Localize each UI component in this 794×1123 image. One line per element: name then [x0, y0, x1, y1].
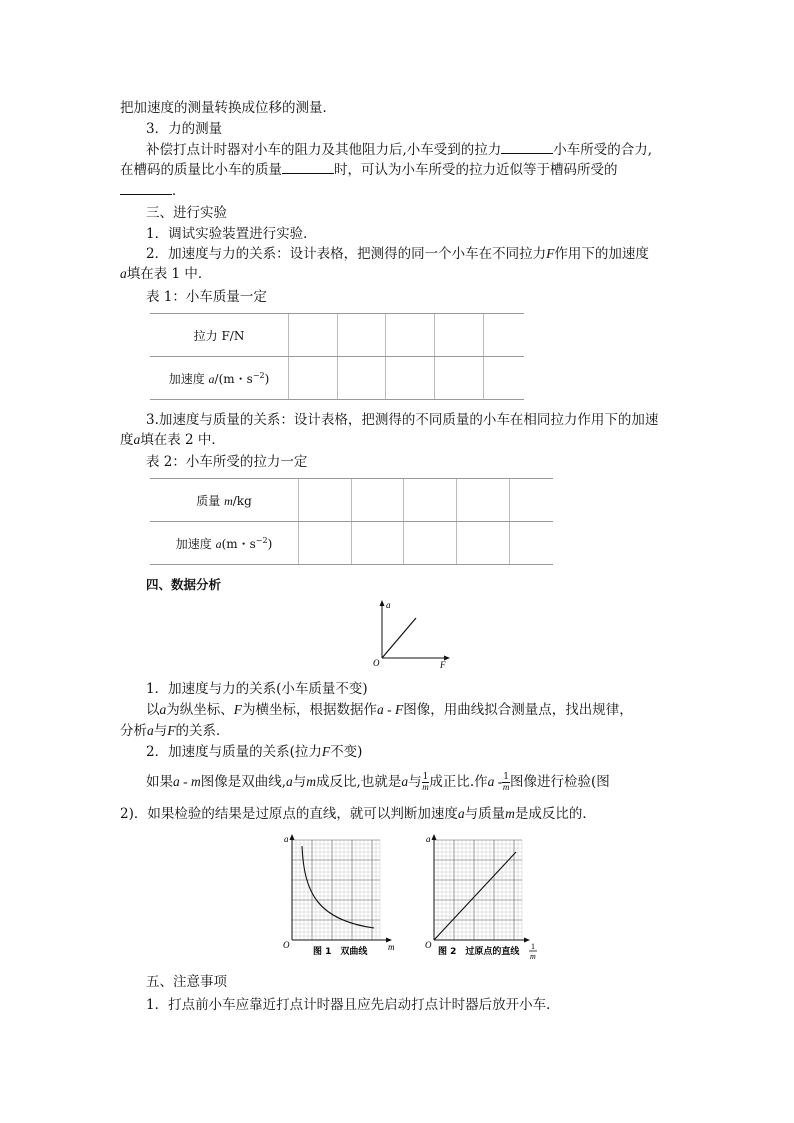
fraction-denominator: m — [422, 782, 429, 792]
text-span: 与 — [292, 774, 307, 790]
cell-text: 质量 — [196, 493, 221, 508]
cell-text: ) — [264, 371, 270, 386]
table-cell — [483, 357, 524, 400]
table-cell — [386, 357, 435, 400]
y-axis-arrow — [432, 834, 437, 840]
text-span: 的关系． — [175, 723, 230, 739]
table-cell — [299, 522, 352, 565]
text-line: 3.加速度与质量的关系：设计表格，把测得的不同质量的小车在相同拉力作用下的加速 — [146, 412, 659, 428]
symbol: F — [233, 702, 242, 717]
text-span: 在槽码的质量比小车的质量 — [120, 162, 282, 178]
y-axis-arrow — [380, 600, 385, 606]
table-1-title: 表 1：小车质量一定 — [146, 289, 267, 305]
text-line: 1．打点前小车应靠近打点计时器且应先启动打点计时器后放开小车． — [146, 997, 560, 1013]
table-cell-label — [150, 314, 289, 357]
superscript: −2 — [255, 535, 268, 545]
text-span: 为纵坐标、 — [166, 702, 234, 718]
table-cell-label — [150, 357, 289, 400]
table-2-title: 表 2：小车所受的拉力一定 — [146, 454, 308, 470]
figure-1-hyperbola — [282, 832, 400, 962]
table-cell — [404, 522, 457, 565]
y-axis-label: a — [426, 834, 431, 844]
text-line-5 — [120, 180, 186, 201]
text-span: 不变) — [330, 744, 363, 760]
table-cell — [337, 314, 386, 357]
table-cell — [435, 314, 484, 357]
cell-text: /kg — [232, 493, 252, 508]
symbol: a — [159, 702, 167, 717]
table-cell — [299, 479, 352, 522]
text-line — [120, 264, 211, 284]
proportional-line — [382, 618, 416, 658]
text-span: 为横坐标，根据数据作 — [242, 702, 377, 718]
table-row — [150, 522, 553, 565]
table-cell — [289, 357, 338, 400]
x-axis-label-numerator: 1 — [531, 942, 535, 951]
text-span: 2)．如果检验的结果是过原点的直线，就可以判断加速度 — [120, 806, 458, 822]
answer-blank — [282, 159, 334, 174]
text-span: 以 — [146, 702, 160, 718]
text-span: 时，可认为小车所受的拉力近似等于槽码所受的 — [334, 162, 618, 178]
grid — [434, 840, 522, 940]
symbol: a — [147, 723, 154, 738]
table-cell — [289, 314, 338, 357]
figure-2-line — [424, 832, 548, 962]
section-heading-4: 四、数据分析 — [146, 577, 222, 592]
text-span: 成反比,也就是 — [316, 774, 402, 790]
figure-2-caption: 图 2 过原点的直线 — [438, 947, 520, 957]
text-span: 是成反比的． — [514, 806, 596, 822]
answer-blank — [120, 180, 172, 195]
cell-text: F/N — [221, 328, 245, 343]
text-line — [146, 742, 362, 762]
table-cell — [483, 314, 524, 357]
text-line — [146, 772, 610, 792]
text-line — [146, 244, 649, 264]
text-line-2: 3．力的测量 — [146, 121, 223, 137]
table-cell — [404, 479, 457, 522]
text-span: 2．加速度与力的关系：设计表格，把测得的同一个小车在不同拉力 — [146, 246, 547, 262]
cell-text: /(m・s — [214, 371, 253, 386]
section-heading-5: 五、注意事项 — [146, 974, 227, 990]
symbol: F — [546, 246, 555, 261]
symbol: a — [401, 774, 409, 789]
table-cell — [509, 479, 553, 522]
text-span: 填在表 1 中． — [126, 266, 212, 282]
text-span: 分析 — [120, 723, 147, 739]
symbol: a — [286, 774, 293, 789]
symbol: a - F — [377, 702, 404, 717]
a-F-graph — [370, 598, 460, 670]
table-cell — [386, 314, 435, 357]
text-span: 图像，用曲线拟合测量点，找出规律， — [403, 702, 633, 718]
origin-label: O — [425, 940, 432, 950]
symbol: a — [133, 432, 141, 447]
table-row — [150, 357, 524, 400]
cell-text: 加速度 — [168, 371, 205, 386]
table-row — [150, 479, 553, 522]
symbol: F — [167, 723, 176, 738]
table-cell — [351, 479, 404, 522]
cell-text: ) — [267, 536, 273, 551]
y-axis-label: a — [386, 600, 391, 610]
text-span: 2．加速度与质量的关系(拉力 — [146, 744, 322, 760]
x-axis-label: m — [388, 942, 395, 952]
text-span: 如果 — [146, 774, 173, 790]
y-axis-arrow — [290, 834, 295, 840]
cell-text: 加速度 — [175, 536, 212, 551]
table-cell — [435, 357, 484, 400]
text-span: 补偿打点计时器对小车的阻力及其他阻力后,小车受到的拉力 — [146, 142, 502, 158]
x-axis-label: F — [440, 660, 446, 670]
text-line: 1．加速度与力的关系(小车质量不变) — [146, 681, 368, 697]
text-span: 与 — [153, 723, 168, 739]
text-span: 作用下的加速度 — [554, 246, 649, 262]
cell-text: (m・s — [221, 536, 256, 551]
text-span: ． — [172, 183, 186, 199]
text-line — [120, 721, 230, 741]
hyperbola-curve — [302, 846, 374, 928]
grid — [292, 840, 380, 940]
symbol: a — [457, 806, 465, 821]
table-cell — [456, 479, 509, 522]
text-line — [120, 430, 225, 450]
text-span: 填在表 2 中． — [140, 432, 225, 448]
table-cell-label — [150, 479, 299, 522]
symbol: m — [224, 493, 233, 508]
text-line — [120, 804, 596, 824]
table-cell — [337, 357, 386, 400]
table-cell — [509, 522, 553, 565]
symbol: a — [215, 536, 222, 551]
symbol: a — [120, 266, 127, 281]
cell-text: 拉力 — [193, 328, 218, 343]
y-axis-label: a — [284, 834, 289, 844]
text-line-1: 把加速度的测量转换成位移的测量． — [120, 100, 336, 116]
text-line — [146, 700, 633, 720]
table-2 — [150, 478, 553, 565]
symbol: a - m — [173, 774, 201, 789]
text-span: 度 — [120, 432, 134, 448]
text-span: 成正比.作 — [429, 774, 488, 790]
text-line-3 — [146, 139, 652, 160]
symbol: F — [321, 744, 331, 759]
superscript: −2 — [252, 370, 265, 380]
origin-label: O — [283, 940, 290, 950]
fraction-numerator: 1 — [422, 772, 429, 782]
symbol: a - — [487, 774, 503, 789]
text-line-4 — [120, 159, 618, 180]
answer-blank — [501, 139, 553, 154]
text-span: 图像进行检验(图 — [509, 774, 610, 790]
text-span: 与 — [408, 774, 422, 790]
table-cell — [456, 522, 509, 565]
fraction-numerator: 1 — [503, 772, 509, 782]
origin-label: O — [373, 658, 380, 668]
text-span: 图像是双曲线, — [200, 774, 287, 790]
table-cell-label — [150, 522, 299, 565]
table-1 — [150, 313, 524, 400]
figure-1-caption: 图 1 双曲线 — [313, 947, 368, 957]
table-row — [150, 314, 524, 357]
x-axis-arrow — [524, 938, 530, 943]
text-line: 1．调试实验装置进行实验． — [146, 226, 317, 242]
text-span: 小车所受的合力, — [553, 142, 653, 158]
table-cell — [351, 522, 404, 565]
fraction-denominator: m — [502, 782, 510, 792]
symbol: a — [208, 371, 215, 386]
section-heading-3: 三、进行实验 — [146, 205, 227, 221]
symbol: m — [306, 774, 317, 789]
x-axis-label-denominator: m — [530, 952, 536, 961]
symbol: m — [505, 806, 515, 821]
text-span: 与质量 — [464, 806, 506, 822]
fraction — [502, 773, 510, 792]
